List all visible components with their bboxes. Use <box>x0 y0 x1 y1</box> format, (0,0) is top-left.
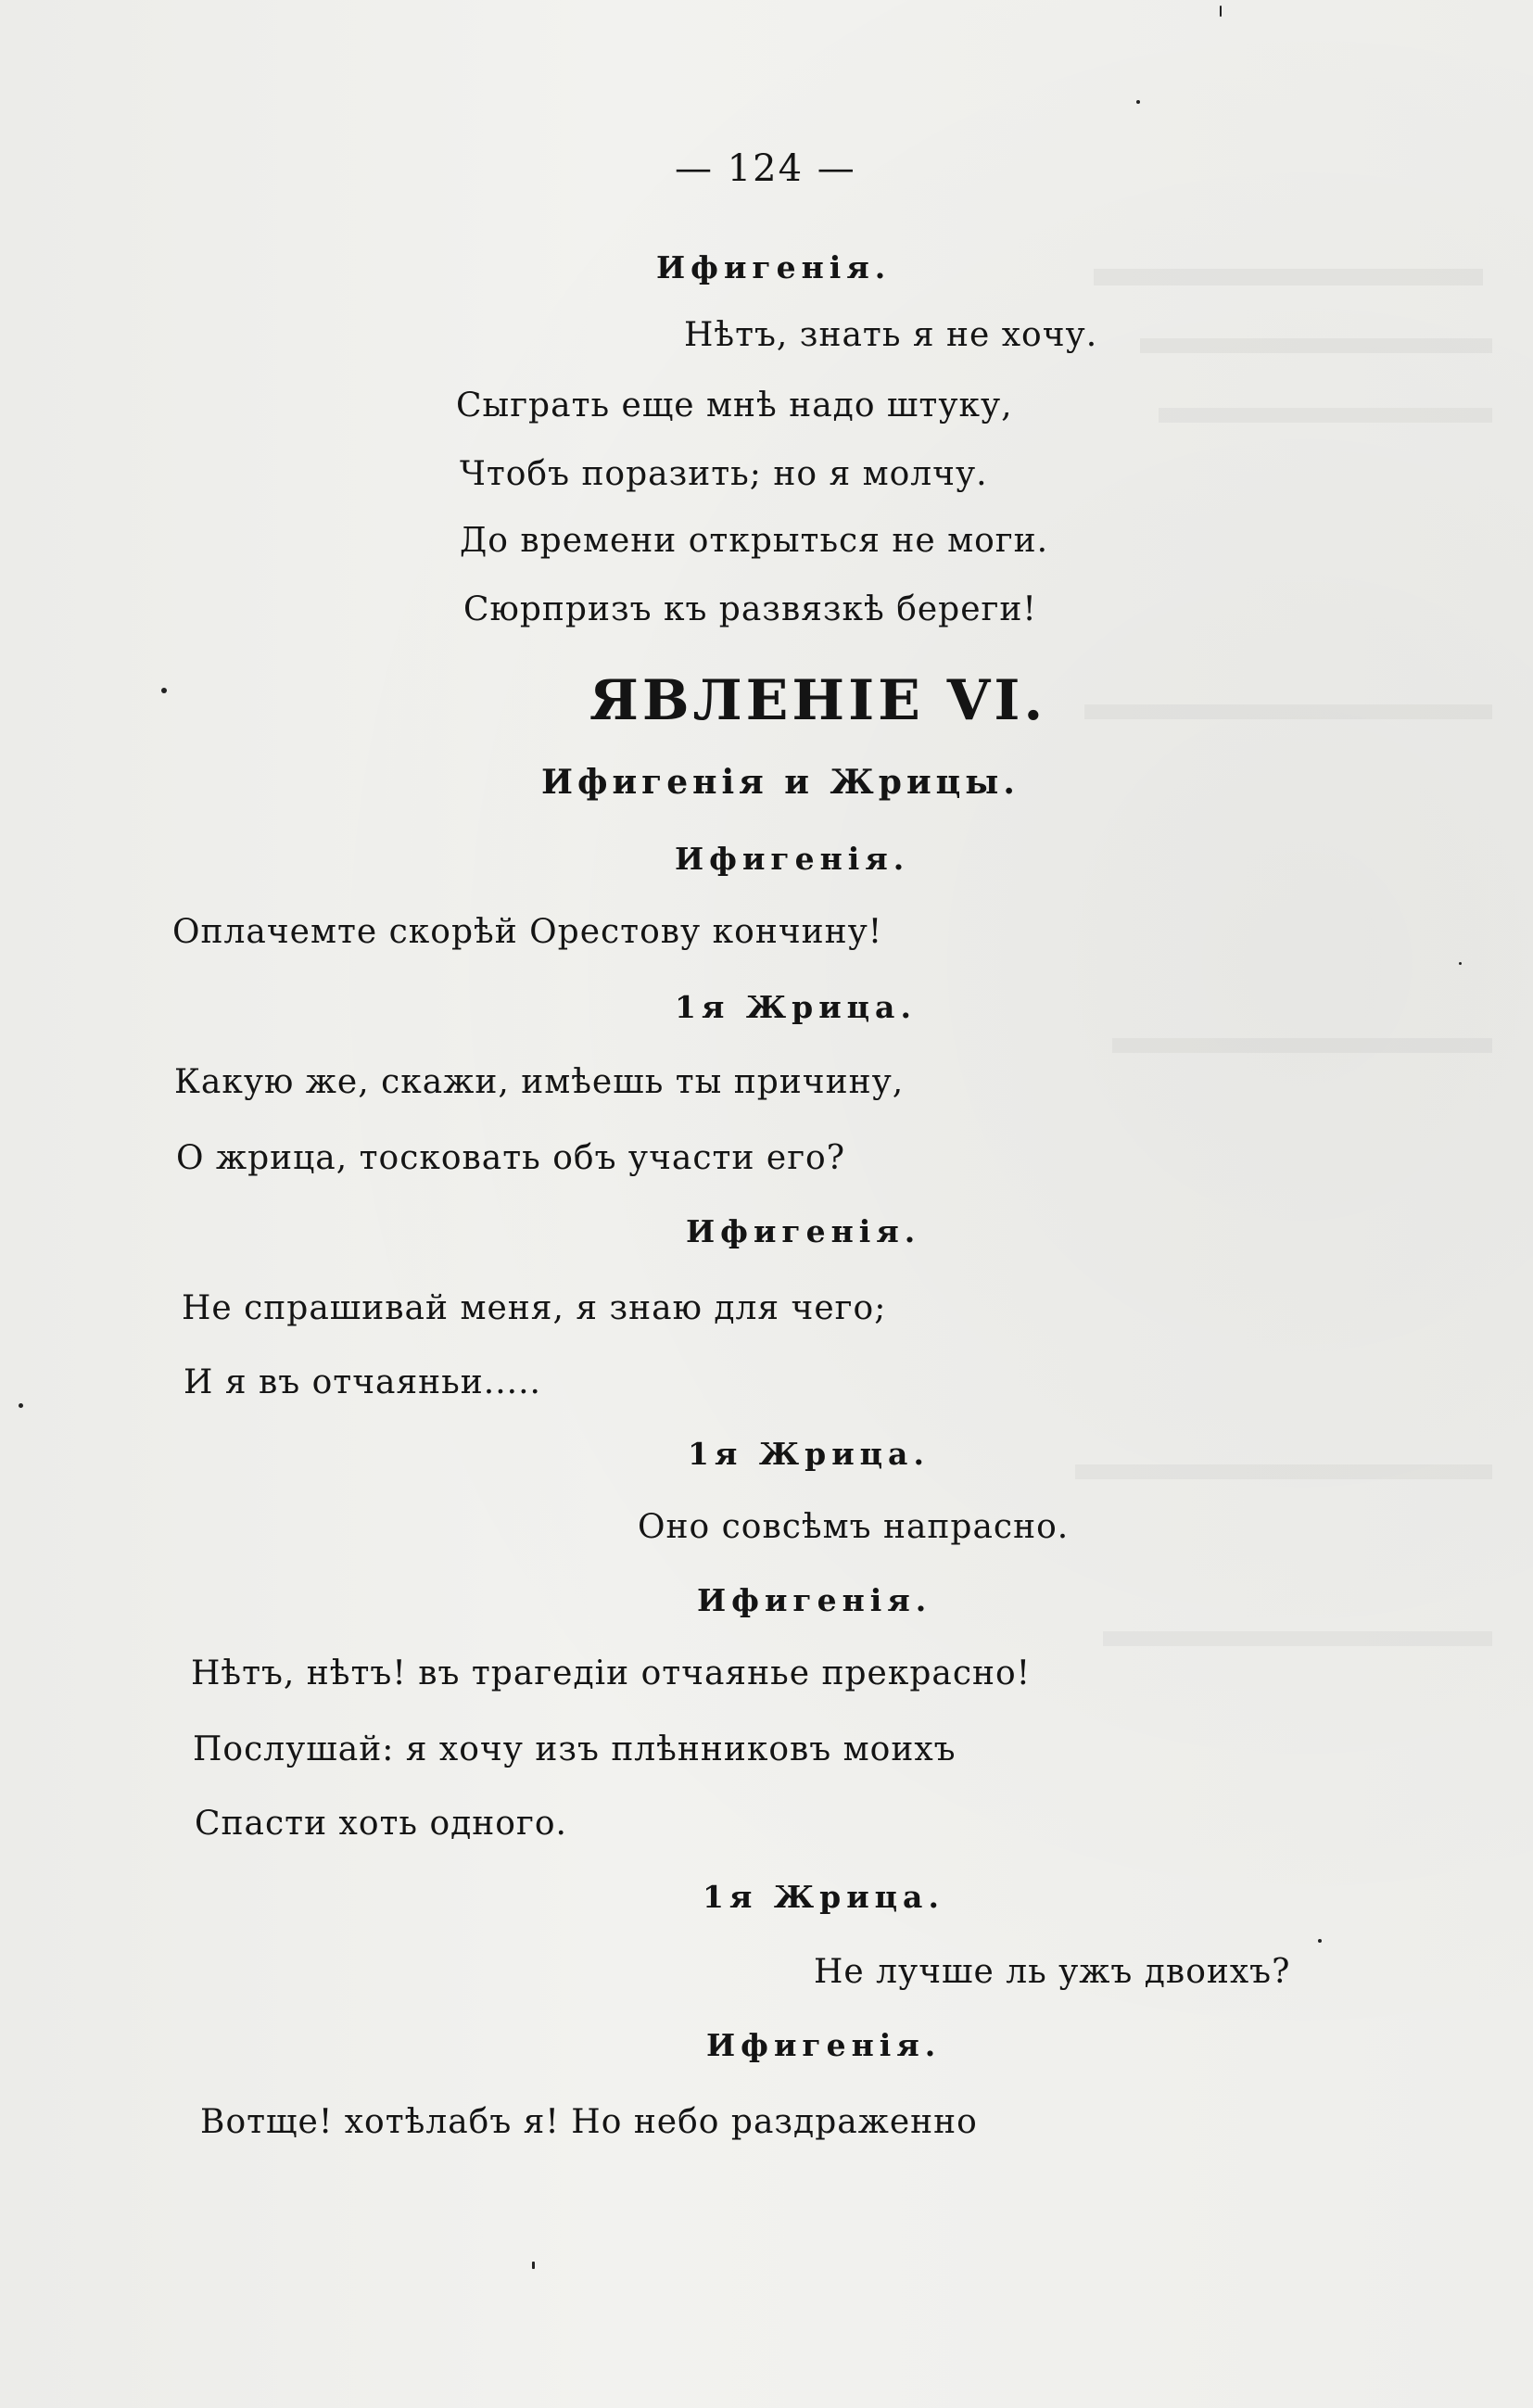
verse-line: Нѣтъ, знать я не хочу. <box>684 316 1098 354</box>
speaker-label: Ифигенія. <box>706 2027 942 2063</box>
speaker-label: 1я Жрица. <box>688 1436 930 1472</box>
verse-line: Спасти хоть одного. <box>195 1805 567 1843</box>
verse-line: До времени открыться не моги. <box>460 522 1049 560</box>
verse-line: Оплачемте скорѣй Орестову кончину! <box>172 913 883 951</box>
verse-line: О жрица, тосковать объ участи его? <box>176 1139 846 1177</box>
verse-line: Какую же, скажи, имѣешь ты причину, <box>174 1063 905 1101</box>
verse-line: Чтобъ поразить; но я молчу. <box>460 455 988 493</box>
scene-heading: ЯВЛЕНІЕ VI. <box>589 668 1047 733</box>
speaker-label: Ифигенія. <box>697 1582 932 1618</box>
scene-cast: Ифигенія и Жрицы. <box>541 763 1020 802</box>
speaker-label: Ифигенія. <box>675 841 910 877</box>
page-number: — 124 — <box>675 147 856 190</box>
speaker-label: Ифигенія. <box>686 1213 921 1249</box>
verse-line: Сыграть еще мнѣ надо штуку, <box>456 387 1013 425</box>
verse-line: Вотще! хотѣлабъ я! Но небо раздраженно <box>200 2103 978 2141</box>
verse-line: Сюрпризъ къ развязкѣ береги! <box>463 590 1037 628</box>
speaker-label: 1я Жрица. <box>703 1879 944 1915</box>
verse-line: Оно совсѣмъ напрасно. <box>638 1508 1070 1546</box>
verse-line: Нѣтъ, нѣтъ! въ трагедіи отчаянье прекрасно! <box>191 1654 1032 1692</box>
verse-line: И я въ отчаяньи..... <box>184 1363 541 1401</box>
verse-line: Не спрашивай меня, я знаю для чего; <box>182 1289 887 1327</box>
verse-line: Послушай: я хочу изъ плѣнниковъ моихъ <box>193 1730 957 1768</box>
speaker-label: 1я Жрица. <box>675 989 917 1025</box>
verse-line: Не лучше ль ужъ двоихъ? <box>814 1953 1291 1991</box>
speaker-label: Ифигенія. <box>656 249 892 285</box>
